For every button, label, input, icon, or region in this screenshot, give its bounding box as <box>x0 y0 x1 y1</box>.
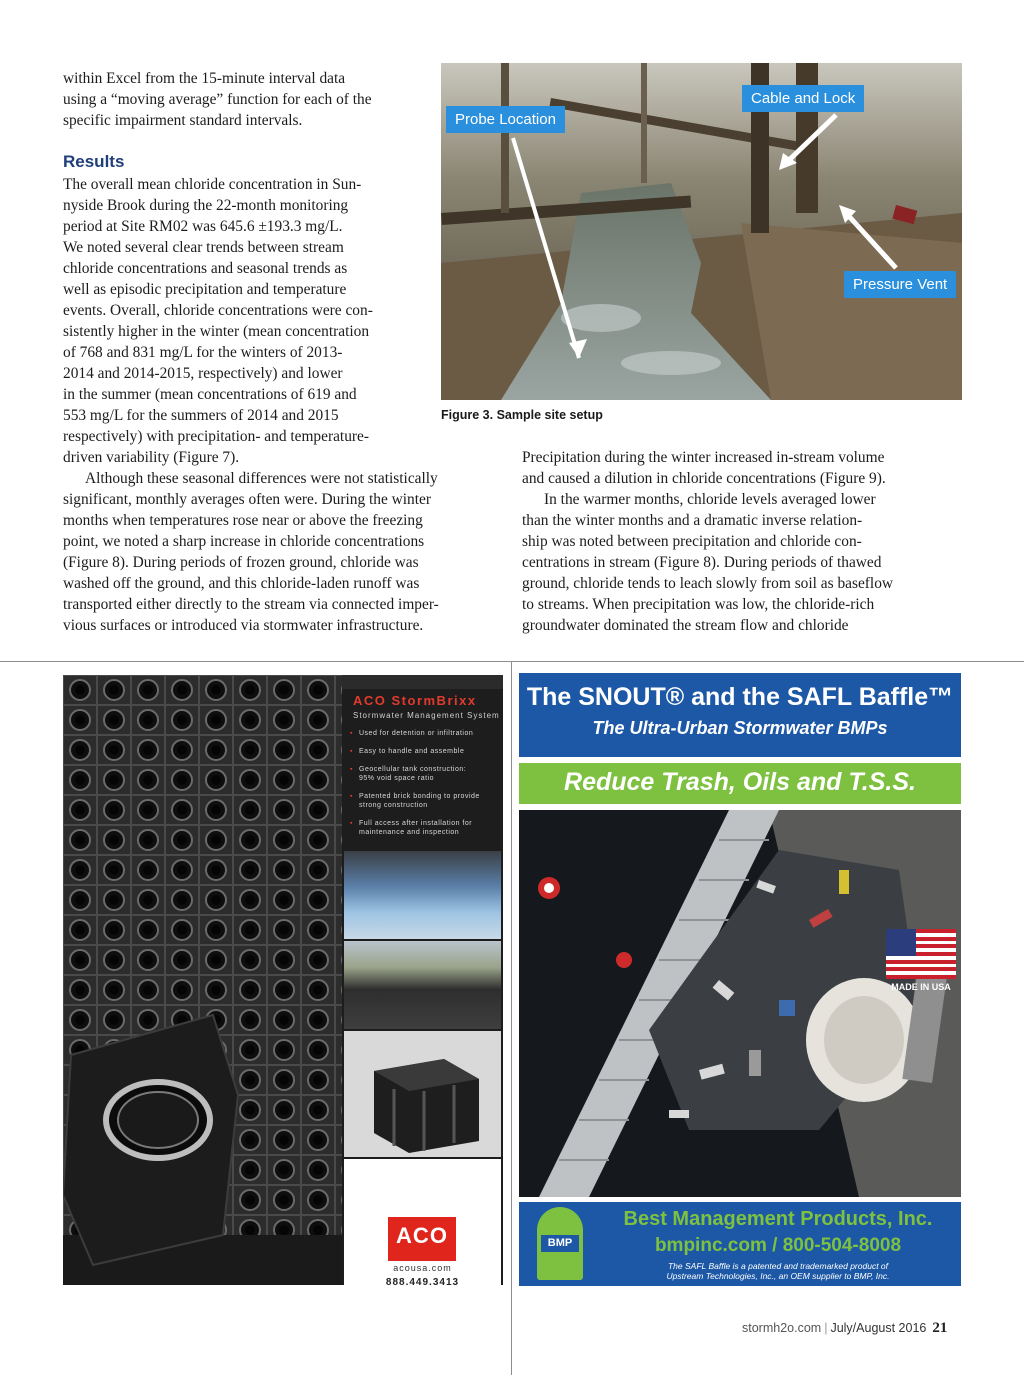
text-line: significant, monthly averages often were. During the winter <box>63 491 431 508</box>
footer-separator: | <box>824 1321 828 1335</box>
intro-paragraph <box>63 68 433 131</box>
text-line: (Figure 8). During periods of frozen ground, chloride was <box>63 554 419 571</box>
aco-feature-text: Full access after installation for maintenance and inspection <box>359 820 473 836</box>
aco-feature-text: Geocellular tank construction: 95% void space ratio <box>359 766 467 782</box>
aco-website-link[interactable]: acousa.com <box>393 1263 452 1273</box>
text-line: in the summer (mean concentrations of 619 and <box>63 386 357 403</box>
aco-feature-item <box>350 765 500 783</box>
snout-tagline: Reduce Trash, Oils and T.S.S. <box>564 768 916 796</box>
cable-and-lock-label: Cable and Lock <box>742 85 864 112</box>
bmp-website-phone[interactable]: bmpinc.com / 800-504-8008 <box>654 1235 902 1256</box>
text-line: In the warmer months, chloride levels averaged lower <box>544 491 876 508</box>
stormbrixx-product-photo <box>63 675 342 1285</box>
module-render <box>344 1031 501 1157</box>
text-line: respectively) with precipitation- and temperature- <box>63 428 369 445</box>
page-number: 21 <box>932 1320 948 1336</box>
note-line: The SAFL Baffle is a patented and trademarked product of <box>667 1261 889 1271</box>
text-line: well as episodic precipitation and temperature <box>63 281 347 298</box>
text-line: Although these seasonal differences were not statistically <box>85 470 438 487</box>
aco-logo-text: ACO <box>396 1223 448 1248</box>
right-column-paragraph <box>522 447 962 636</box>
aco-feature-text: Easy to handle and assemble <box>359 748 465 755</box>
results-heading: Results <box>63 152 125 171</box>
snout-ad-banner[interactable] <box>519 673 961 757</box>
text-line: ship was noted between precipitation and chloride con- <box>522 533 862 550</box>
text-line: specific impairment standard intervals. <box>63 112 303 129</box>
text-line: 2014 and 2014-2015, respectively) and lower <box>63 365 343 382</box>
aco-feature-item <box>350 729 500 738</box>
aco-logo-block <box>344 1159 501 1285</box>
probe-location-label: Probe Location <box>446 106 565 133</box>
aco-install-photo-1 <box>344 851 501 939</box>
aco-phone-number: 888.449.3413 <box>385 1277 460 1285</box>
note-line: Upstream Technologies, Inc., an OEM supplier to BMP, Inc. <box>666 1271 890 1281</box>
pressure-vent-label: Pressure Vent <box>844 271 956 298</box>
text-line: events. Overall, chloride concentrations were con- <box>63 302 373 319</box>
aco-ad-subtitle: Stormwater Management System <box>353 711 500 720</box>
page-footer <box>742 1320 947 1337</box>
text-line: months when temperatures rose near or above the freezing <box>63 512 423 529</box>
text-line: nyside Brook during the 22-month monitoring <box>63 197 349 214</box>
aco-module-photo <box>344 1031 501 1157</box>
text-line: point, we noted a sharp increase in chloride concentrations <box>63 533 425 550</box>
bmp-badge-text: BMP <box>541 1235 579 1252</box>
bullet-icon: ▪ <box>350 820 353 827</box>
aco-install-photo-2 <box>344 941 501 1029</box>
aco-feature-item <box>350 792 500 810</box>
trash-basket-photo <box>519 810 961 1197</box>
text-line: The overall mean chloride concentration in Sun- <box>63 176 362 193</box>
bmp-contact-box[interactable] <box>519 1202 961 1286</box>
text-line: using a “moving average” function for each of the <box>63 91 372 108</box>
seasonal-paragraph <box>63 468 495 636</box>
aco-feature-text: Patented brick bonding to provide strong construction <box>359 793 480 809</box>
snout-tagline-banner <box>519 763 961 804</box>
text-line: transported either directly to the stream via connected imper- <box>63 596 439 613</box>
text-line: Precipitation during the winter increased in-stream volume <box>522 449 885 466</box>
bmp-tag-icon <box>537 1207 583 1280</box>
bullet-icon: ▪ <box>350 793 353 800</box>
text-line: groundwater dominated the stream flow and chloride <box>522 617 849 634</box>
text-line: ground, chloride tends to leach slowly from soil as baseflow <box>522 575 894 592</box>
snout-ad-subtitle: The Ultra-Urban Stormwater BMPs <box>592 718 888 738</box>
text-line: period at Site RM02 was 645.6 ±193.3 mg/L. <box>63 218 343 235</box>
trash-scene-illustration <box>519 810 961 1197</box>
footer-site: stormh2o.com <box>742 1321 822 1335</box>
bullet-icon: ▪ <box>350 766 353 773</box>
made-in-usa-label: MADE IN USA <box>891 982 951 992</box>
figure-3-photo <box>441 63 962 400</box>
snout-ad-title: The SNOUT® and the SAFL Baffle™ <box>526 683 954 711</box>
aco-feature-item <box>350 819 500 837</box>
aco-stormbrixx-ad[interactable] <box>63 675 503 1285</box>
aco-info-panel <box>342 689 503 1285</box>
text-line: washed off the ground, and this chloride-laden runoff was <box>63 575 420 592</box>
bullet-icon: ▪ <box>350 730 353 737</box>
text-line: sistently higher in the winter (mean concentration <box>63 323 370 340</box>
text-line: 553 mg/L for the summers of 2014 and 2015 <box>63 407 339 424</box>
aco-feature-list <box>350 729 500 846</box>
bmp-trademark-note <box>595 1261 961 1281</box>
bmp-company-name: Best Management Products, Inc. <box>623 1208 933 1230</box>
aco-logo-icon <box>388 1217 456 1261</box>
text-line: centrations in stream (Figure 8). During periods of thawed <box>522 554 882 571</box>
footer-issue: July/August 2016 <box>830 1321 927 1335</box>
text-line: chloride concentrations and seasonal trends as <box>63 260 348 277</box>
bullet-icon: ▪ <box>350 748 353 755</box>
us-flag-icon <box>886 929 956 979</box>
horizontal-divider <box>0 661 1024 662</box>
text-line: within Excel from the 15-minute interval data <box>63 70 346 87</box>
results-paragraph <box>63 174 438 468</box>
aco-ad-title: ACO StormBrixx <box>353 693 477 708</box>
figure-caption: Figure 3. Sample site setup <box>441 408 603 422</box>
text-line: than the winter months and a dramatic inverse relation- <box>522 512 863 529</box>
aco-feature-text: Used for detention or infiltration <box>359 730 474 737</box>
text-line: of 768 and 831 mg/L for the winters of 2013- <box>63 344 343 361</box>
text-line: to streams. When precipitation was low, the chloride-rich <box>522 596 875 613</box>
aco-feature-item <box>350 747 500 756</box>
text-line: We noted several clear trends between stream <box>63 239 344 256</box>
vertical-divider <box>511 661 512 1375</box>
text-line: vious surfaces or introduced via stormwater infrastructure. <box>63 617 424 634</box>
text-line: and caused a dilution in chloride concentrations (Figure 9). <box>522 470 886 487</box>
text-line: driven variability (Figure 7). <box>63 449 240 466</box>
